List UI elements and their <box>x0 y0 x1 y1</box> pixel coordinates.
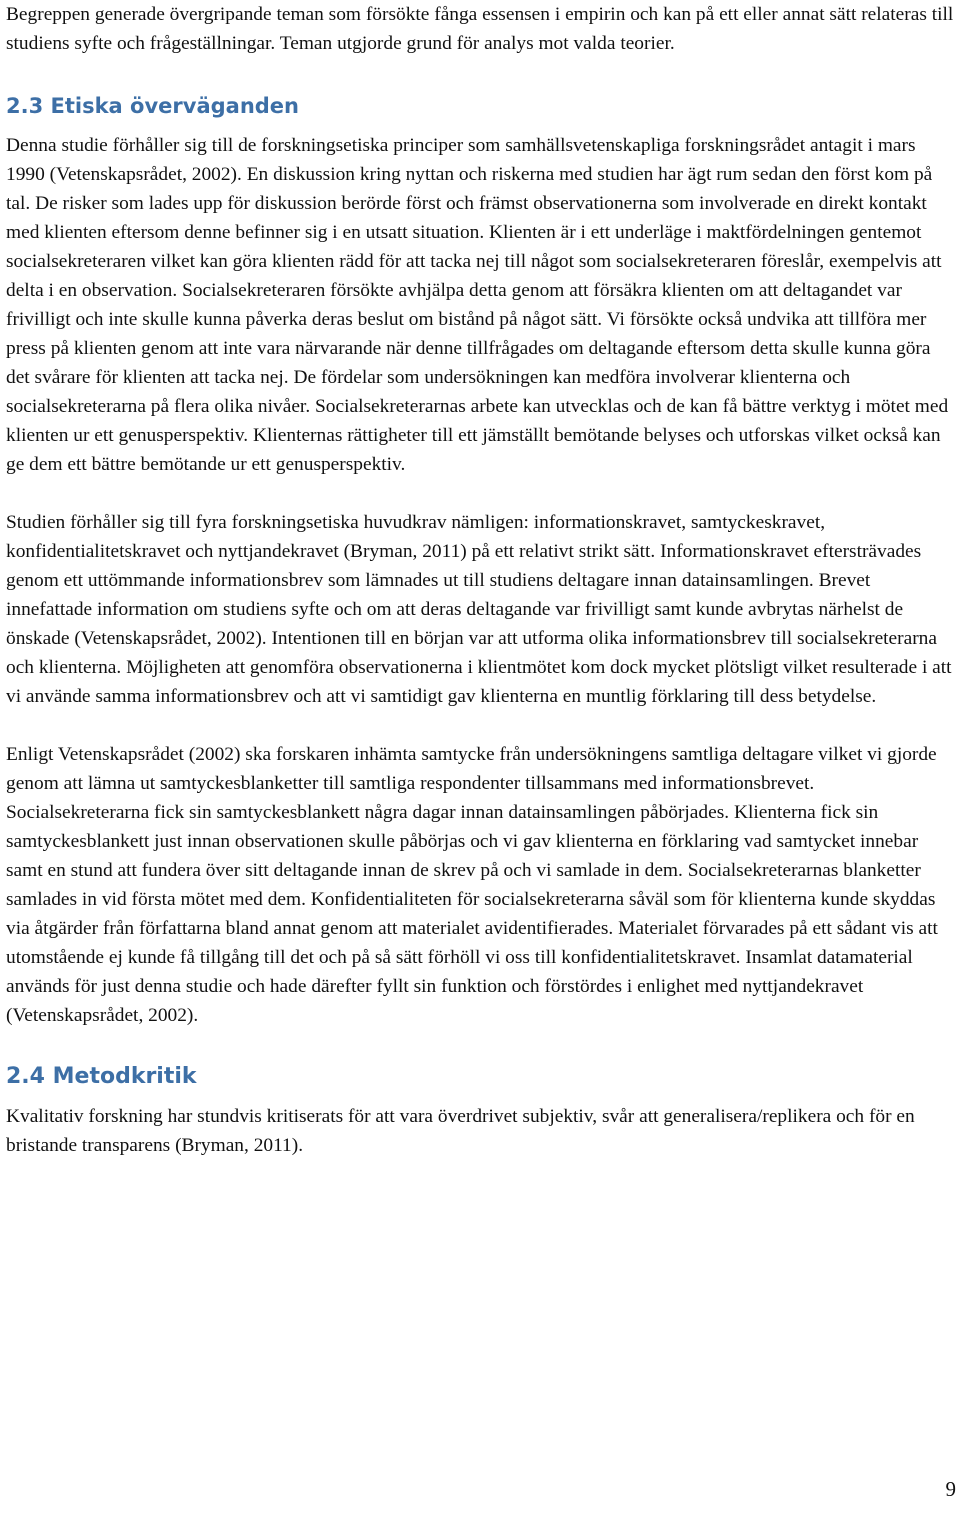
section-heading-method-critique: 2.4 Metodkritik <box>6 1064 197 1089</box>
section-heading-ethics: 2.3 Etiska överväganden <box>6 94 299 118</box>
intro-paragraph: Begreppen generade övergripande teman som försökte fånga essensen i empirin och kan på ett eller annat sätt relateras till studiens syfte och frågeställningar. Teman utgjorde grund för analys mot valda teorier. <box>6 4 954 54</box>
ethics-paragraph-3: Enligt Vetenskapsrådet (2002) ska forskaren inhämta samtycke från undersökningens samtliga deltagare vilket vi gjorde genom att lämna ut samtyckesblanketter till samtliga respondenter tillsammans med informationsbrevet. Socialsekreterarna fick sin samtyckesblankett några dagar innan datainsamlingen påbörjades. Klienterna fick sin samtyckesblankett just innan observationen skulle påbörjas och vi gav klienterna en förklaring vad samtycket innebar samt en stund att fundera över sitt deltagande innan de skrev på och vi samlade in dem. Socialsekreterarnas blanketter samlades in vid första mötet med dem. Konfidentialiteten för socialsekreterarna såväl som för klienterna kunde skyddas via åtgärder från författarna bland annat genom att materialet avidentifierades. Materialet förvarades på ett sådant vis att utomstående ej kunde få tillgång till det och på så sätt förhöll vi oss till konfidentialitetskravet. Insamlat datamaterial används för just denna studie och hade därefter fyllt sin funktion och förstördes i enlighet med nyttjandekravet (Vetenskapsrådet, 2002). <box>6 744 938 1026</box>
ethics-paragraph-2: Studien förhåller sig till fyra forskningsetiska huvudkrav nämligen: informationskravet, samtyckeskravet, konfidentialitetskravet och nyttjandekravet (Bryman, 2011) på ett relativt strikt sätt. Informationskravet eftersträvades genom ett uttömmande informationsbrev som lämnades ut till studiens deltagare innan datainsamlingen. Brevet innefattade information om studiens syfte och om att deras deltagande var frivilligt samt kunde avbrytas närhelst de önskade (Vetenskapsrådet, 2002). Intentionen till en början var att utforma olika informationsbrev till socialsekreterarna och klienterna. Möjligheten att genomföra observationerna i klientmötet kom dock mycket plötsligt vilket resulterade i att vi använde samma informationsbrev och att vi samtidigt gav klienterna en muntlig förklaring till dess betydelse. <box>6 512 952 707</box>
page-number: 9 <box>945 1477 956 1501</box>
ethics-paragraph-1: Denna studie förhåller sig till de forskningsetiska principer som samhällsvetenskapliga forskningsrådet antagit i mars 1990 (Vetenskapsrådet, 2002). En diskussion kring nyttan och riskerna med studien har ägt rum sedan den först kom på tal. De risker som lades upp för diskussion berörde först och främst observationerna som involverade en direkt kontakt med klienten eftersom denne befinner sig i en utsatt situation. Klienten är i ett underläge i maktfördelningen gentemot socialsekreteraren vilket kan göra klienten rädd för att tacka nej till något som socialsekreteraren föreslår, exempelvis att delta i en observation. Socialsekreteraren försökte avhjälpa detta genom att försäkra klienten om att deltagandet var frivilligt och inte skulle kunna påverka deras beslut om bistånd på något sätt. Vi försökte också undvika att tillföra mer press på klienten genom att inte vara närvarande när denne tillfrågades om deltagande eftersom detta skulle kunna göra det svårare för klienten att tacka nej. De fördelar som undersökningen kan medföra involverar klienterna och socialsekreterarna på flera olika nivåer. Socialsekreterarnas arbete kan utvecklas och de kan få bättre verktyg i mötet med klienten ur ett genusperspektiv. Klienternas rättigheter till ett jämställt bemötande belyses och utforskas vilket också kan ge dem ett bättre bemötande ur ett genusperspektiv. <box>6 135 949 475</box>
method-critique-paragraph: Kvalitativ forskning har stundvis kritiserats för att vara överdrivet subjektiv, svår att generalisera/replikera och för en bristande transparens (Bryman, 2011). <box>6 1106 915 1156</box>
document-page <box>6 0 958 1160</box>
